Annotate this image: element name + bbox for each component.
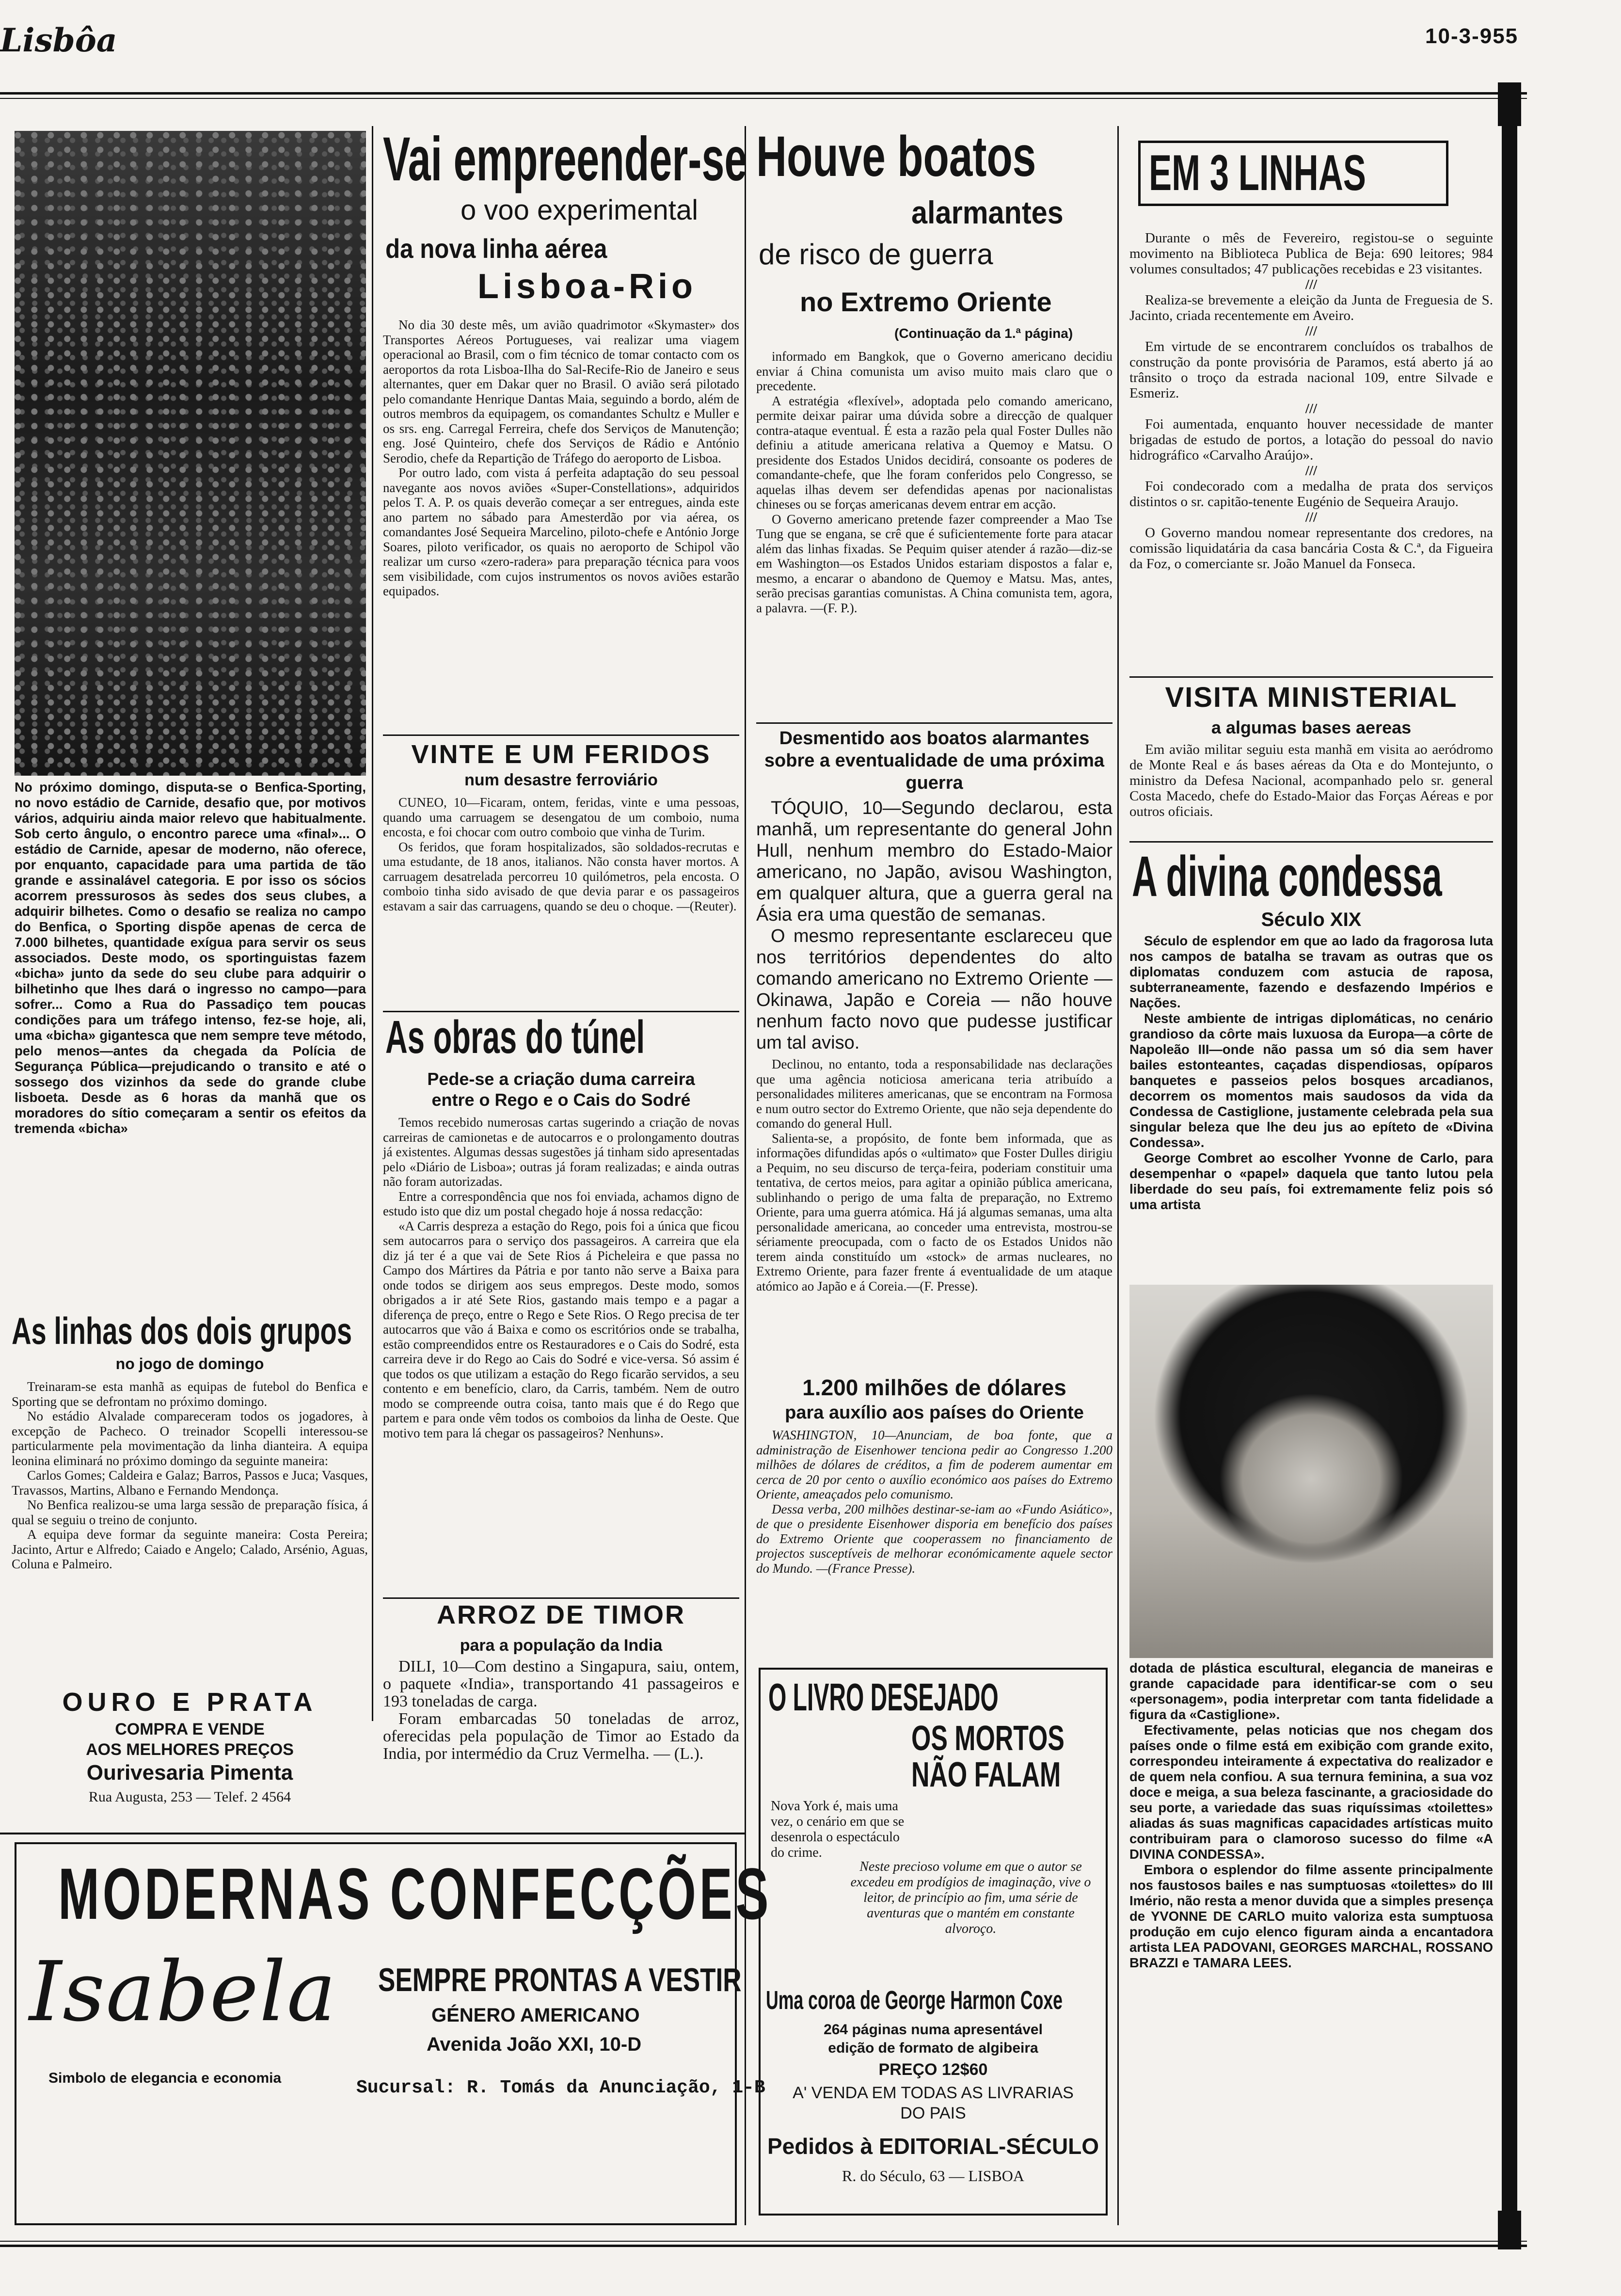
livro-line3: A' VENDA EM TODAS AS LIVRARIAS	[793, 2084, 1074, 2102]
ad-line4: Sucursal: R. Tomás da Anunciação, 1-B	[356, 2077, 765, 2098]
bottom-rule	[0, 2245, 1527, 2247]
livro-line2: edição de formato de algibeira	[828, 2040, 1038, 2056]
voo-sub3: Lisboa-Rio	[477, 267, 697, 306]
condessa-subhead: Século XIX	[1261, 909, 1362, 930]
grupos-headline: As linhas dos dois grupos	[12, 1309, 352, 1352]
desmentido-headline: Desmentido aos boatos alarmantes sobre a eventualidade de uma próxima guerra	[764, 728, 1105, 793]
right-border-bottom	[1498, 2211, 1521, 2249]
tunel-headline: As obras do túnel	[385, 1011, 645, 1063]
timor-subhead: para a população da India	[460, 1636, 663, 1655]
boatos-headline: Houve boatos	[756, 125, 1036, 189]
boatos-sub1: alarmantes	[911, 194, 1064, 230]
ad-line3: Avenida João XXI, 10-D	[427, 2034, 642, 2055]
timor-headline: ARROZ DE TIMOR	[437, 1600, 685, 1629]
boatos-continuation: (Continuação da 1.ª página)	[894, 326, 1073, 341]
ad-tagline: Simbolo de elegancia e economia	[48, 2070, 282, 2086]
section-divider	[383, 734, 739, 736]
top-rule	[0, 92, 1527, 95]
livro-title3: NÃO FALAM	[911, 1755, 1061, 1794]
photo-caption: No próximo domingo, disputa-se o Benfica-Sporting, no novo estádio de Carnide, desafio que, por motivos vários, adquiriu ainda maior relevo que habitualmente. Sob certo ângulo, o encontro parece uma «final»... O estádio de Carnide, apesar de moderno, não oferece, por enquanto, capacidade para uma partida de tão grande e assinalável categoria. E por isso os sócios acorrem pressurosos às sedes dos seus clubes, a adquirir bilhetes. Como o desafio se realiza no campo do Benfica, o Sporting dispõe apenas de cerca de 7.000 bilhetes, quantidade exígua para servir os seus associados. Deste modo, os sportinguistas fazem «bicha» junto da sede do seu clube para adquirir o bilhetinho que lhes dará o ingresso no campo—para sofrer... Como a Rua do Passadiço tem poucas condições para um tráfego intenso, fez-se hoje, ali, uma «bicha» gigantesca que nem sempre teve método, pelo menos—antes da chegada da Polícia de Segurança Pública—prejudicando o transito e até o sossego dos vizinhos da sede do grande clube lisboeta. Desde as 6 horas da manhã que os moradores do sítio começaram a sentir os efeitos da tremenda «bicha»	[15, 780, 366, 1136]
dolares-body: WASHINGTON, 10—Anunciam, de boa fonte, que a administração de Eisenhower tenciona pedir ao Congresso 1.200 milhões de dólares de créditos, a fim de poderem aumentar em cerca de 20 por cento o auxílio económico aos países do Extremo Oriente, ameaçados pelo comunismo. Dessa verba, 200 milhões destinar-se-iam ao «Fundo Asiático», de que o presidente Eisenhower disporia em benefício dos países do Extremo Oriente que cooperassem no financiamento de projectos susceptíveis de melhorar económicamente aquele sector do Mundo. —(France Presse).	[756, 1428, 1112, 1576]
masthead-date: 10-3-955	[1425, 24, 1519, 48]
section-divider	[756, 722, 1112, 724]
section-divider	[1129, 841, 1493, 843]
ouro-title: OURO E PRATA	[62, 1688, 318, 1717]
condessa-body-continued: dotada de plástica escultural, elegancia de maneiras e grande capacidade para identificar-se com o seu «personagem», podia interpretar com tanta fidelidade a figura da «Castiglione». Efectivamente, pelas noticias que nos chegam dos países onde o filme está em exibição com grande exito, correspondeu inteiramente á expectativa do realizador e de quem nela confiou. A sua ternura feminina, a sua voz doce e meiga, a sua beleza fascinante, a graciosidade do seu porte, a variedade das suas riquíssimas «toilettes» aliadas ás suas magnificas capacidades artísticas muito contribuiram para o clamoroso sucesso do filme «A DIVINA CONDESSA». Embora o esplendor do filme assente principalmente nos faustosos bailes e nas sumptuosas «toilettes» do III Imério, não resta a menor duvida que a simples presença de YVONNE DE CARLO muito valoriza esta sumptuosa produção em cujo elenco figuram ainda a encantadora artista LEA PADOVANI, GEORGES MARCHAL, ROSSANO BRAZZI e TAMARA LEES.	[1129, 1660, 1493, 1970]
livro-text2: Neste precioso volume em que o autor se excedeu em prodígios de imaginação, vive o leitor, de princípio ao fim, uma série de aventuras que o mantém em constante alvoroço.	[850, 1859, 1091, 1936]
ad-line2: GÉNERO AMERICANO	[431, 2005, 640, 2026]
livro-title2: OS MORTOS	[911, 1719, 1065, 1758]
boatos-sub2: de risco de guerra	[759, 238, 993, 271]
voo-headline: Vai empreender-se	[383, 125, 747, 194]
timor-body: DILI, 10—Com destino a Singapura, saiu, ontem, o paquete «India», transportando 41 passageiros e 193 toneladas de carga. Foram embarcadas 50 toneladas de arroz, oferecidas pela população de Timor ao Estado da India, por intermédio da Cruz Vermelha. — (L.).	[383, 1658, 739, 1763]
desmentido-lead: TÓQUIO, 10—Segundo declarou, esta manhã, um representante do general John Hull, nenhum membro do Estado-Maior americano, no Japão, avisou Washington, em qualquer altura, que a guerra geral na Ásia era uma questão de semanas. O mesmo representante esclareceu que nos territórios dependentes do alto comando americano no Extremo Oriente — Okinawa, Japão e Coreia — não houve nenhum facto novo que pudesse justificar um tal aviso.	[756, 798, 1112, 1053]
column-divider	[1117, 126, 1119, 2225]
grupos-subhead: no jogo de domingo	[115, 1355, 264, 1372]
tunel-sub1: Pede-se a criação duma carreira	[427, 1069, 695, 1089]
livro-line1: 264 páginas numa apresentável	[824, 2022, 1043, 2038]
feridos-headline: VINTE E UM FERIDOS	[411, 740, 711, 769]
boatos-sub3: no Extremo Oriente	[800, 287, 1052, 317]
livro-orders: Pedidos à EDITORIAL-SÉCULO	[767, 2134, 1099, 2159]
ouro-line2: AOS MELHORES PREÇOS	[86, 1740, 294, 1759]
ouro-line1: COMPRA E VENDE	[115, 1720, 265, 1738]
voo-body: No dia 30 deste mês, um avião quadrimotor «Skymaster» dos Transportes Aéreos Portugueses, vai realizar uma viagem operacional ao Brasil, com o fim técnico de tomar contacto com os aeroportos da rota Lisboa-Ilha do Sal-Recife-Rio de Janeiro e seus alternantes, quer em Dakar quer no Brasil. O avião será pilotado pelo comandante Henrique Dantas Maia, seguindo a bordo, além de outros membros da equipagem, os comandantes Schultz e Muller e os srs. eng. Carregal Ferreira, chefe dos Serviços de Manutenção; eng. José Quinteiro, chefe dos Serviços de Rádio e António Serodio, chefe da Repartição de Tráfego do aeroporto de Lisboa. Por outro lado, com vista á perfeita adaptação do seu pessoal navegante aos novos aviões «Super-Constellations», adquiridos pelos T. A. P. os quais deverão começar a ser entregues, ainda este ano partem no sábado para Amesterdão por via aérea, os comandantes José Sequeira Marcelino, piloto-chefe e António Jorge Soares, piloto verificador, os quais no aeroporto de Schipol vão realizar um curso «zero-radera» para preparação técnica para voos sem visibilidade, com cujos instrumentos os novos aviões estarão equipados.	[383, 318, 739, 598]
ouro-line4: Rua Augusta, 253 — Telef. 2 4564	[88, 1789, 291, 1805]
voo-sub1: o voo experimental	[461, 194, 699, 226]
livro-line4: DO PAIS	[900, 2104, 966, 2122]
dolares-subhead: para auxílio aos países do Oriente	[785, 1403, 1084, 1423]
actress-portrait-photo	[1129, 1285, 1493, 1658]
right-border-bar	[1502, 92, 1517, 2245]
condessa-body: Século de esplendor em que ao lado da fragorosa luta nos campos de batalha se travam as outras que os diplomatas conduzem com astucia de raposa, subterraneamente, fazendo e desfazendo Impérios e Nações. Neste ambiente de intrigas diplomáticas, no cenário grandioso da côrte mais luxuosa da Europa—a côrte de Napoleão III—onde não passa um só dia sem haver bailes estonteantes, caçadas dispendiosas, opíparos banquetes e passeios pelos bosques arcadianos, decorrem os momentos mais saudosos da vida da Condessa de Castiglione, justamente celebrada pela sua singular beleza que lhe deu jus ao epíteto de «Divina Condessa». George Combret ao escolher Yvonne de Carlo, para desempenhar o «papel» daquela que tanto lutou pela liberdade do seu país, foi extremamente feliz pois só uma artista	[1129, 933, 1493, 1212]
section-divider	[383, 1597, 739, 1599]
top-rule-thin	[0, 98, 1527, 99]
em3-list: Durante o mês de Fevereiro, registou-se o seguinte movimento na Biblioteca Publica de Beja: 690 leitores; 984 volumes consultados; 47 publicações recebidas e 23 visitantes. /// Realiza-se brevemente a eleição da Junta de Freguesia de S. Jacinto, criada recentemente em Aveiro. /// Em virtude de se encontrarem concluídos os trabalhos de construção da ponte provisória de Paramos, está aberto já ao trânsito o troço da estrada nacional 109, entre Silvade e Esmeriz. /// Foi aumentada, enquanto houver necessidade de manter brigadas de estudo de portos, a lotação do pessoal do navio hidrográfico «Carvalho Araújo». /// Foi condecorado com a medalha de prata dos serviços distintos o sr. capitão-tenente Eugénio de Sequeira Araujo. /// O Governo mandou nomear representante dos credores, na comissão liquidatária da casa bancária Costa & C.ª, da Figueira da Foz, o comerciante sr. João Manuel da Fonseca.	[1129, 230, 1493, 572]
isabela-logo: Isabela	[29, 1944, 337, 2040]
livro-title1: O LIVRO DESEJADO	[768, 1675, 999, 1719]
masthead-title: Lisbôa	[0, 21, 117, 59]
boatos-body: informado em Bangkok, que o Governo americano decidiu enviar á China comunista um aviso muito mais claro que o precedente. A estratégia «flexível», adoptada pelo comando americano, permite deixar pairar uma dúvida sobre a direcção de qualquer contra-ataque eventual. É esta a razão pela qual Foster Dulles não definiu a atitude americana relativa a Quemoy e Matsu. O presidente dos Estados Unidos decidirá, consoante os poderes de comandante-chefe, que lhe foram conferidos pelo Congresso, se aquelas ilhas devem ser defendidas apenas por nacionalistas chineses ou se forças americanas devem entrar em acção. O Governo americano pretende fazer compreender a Mao Tse Tung que se engana, se crê que é suficientemente forte para atacar além das linhas fixadas. Se Pequim quiser atender á razão—diz-se em Washington—os Estados Unidos estariam dispostos a falar e, mesmo, a encarar o abandono de Quemoy e Matsu. Mas, antes, serão precisas garantias comunistas. A China comunista tem, agora, a palavra. —(F. P.).	[756, 349, 1112, 615]
visita-body: Em avião militar seguiu esta manhã em visita ao aeródromo de Monte Real e ás bases aéreas da Ota e do Montejunto, o ministro da Defesa Nacional, acompanhado pelo sr. general Costa Macedo, chefe do Estado-Maior das Forças Aéreas e por outros oficiais.	[1129, 742, 1493, 819]
ad-line1: SEMPRE PRONTAS A VESTIR	[378, 1961, 742, 1998]
feridos-subhead: num desastre ferroviário	[464, 771, 658, 789]
visita-headline: VISITA MINISTERIAL	[1165, 682, 1458, 713]
grupos-body: Treinaram-se esta manhã as equipas de futebol do Benfica e Sporting que se defrontam no próximo domingo. No estádio Alvalade compareceram todos os jogadores, à excepção de Pacheco. O treinador Scopelli interessou-se particularmente pela movimentação da linha dianteira. A equipa leonina eliminará no próximo domingo da seguinte maneira: Carlos Gomes; Caldeira e Galaz; Barros, Passos e Juca; Vasques, Travassos, Martins, Albano e Fernando Mendonça. No Benfica realizou-se uma larga sessão de preparação física, á qual se seguiu o treino de conjunto. A equipa deve formar da seguinte maneira: Costa Pereira; Jacinto, Artur e Alfredo; Caiado e Angelo; Calado, Arsénio, Aguas, Coluna e Palmeiro.	[12, 1379, 368, 1571]
dolares-headline: 1.200 milhões de dólares	[802, 1375, 1066, 1400]
tunel-body: Temos recebido numerosas cartas sugerindo a criação de novas carreiras de camionetas e de autocarros e o prolongamento doutras já existentes. Algumas dessas sugestões já tinham sido apresentadas pelo «Diário de Lisboa»; outras já foram realizadas; e ainda outras não foram autorizadas. Entre a correspondência que nos foi enviada, achamos digno de estudo isto que diz um postal chegado hoje á nossa redacção: «A Carris despreza a estação do Rego, pois foi a única que ficou sem autocarros para o serviço dos passageiros. A carreira que ela diz já ter é a que vai de Sete Rios á Picheleira e que passa no Campo dos Mártires da Pátria e por tanto não serve a Baixa para onde todos se dirigem aos seus empregos. Deste modo, somos obrigados a ir até Sete Rios, gastando mais tempo e a pagar a diferença de preço, entre o Rego e Sete Rios. O Rego precisa de ter autocarros que vão á Baixa e como os escritórios onde se trabalha, estão compreendidos entre os Restauradores e o Cais do Sodré, esta carreira deve ir do Rego ao Cais do Sodré e vice-versa. Só assim é que todos os que utilizam a estação do Rego ficarão servidos, a seu contento e em benefício, claro, da Carris, também. Nem de outro modo se compreende outra coisa, tanto mais que é do Rego que partem e para onde vêm todos os comboios da linha de Oeste. Que motivo tem para lá chegar os passageiros? Nenhuns».	[383, 1115, 739, 1440]
livro-address: R. do Século, 63 — LISBOA	[842, 2167, 1024, 2184]
right-border-top	[1498, 82, 1521, 126]
ad-title: MODERNAS CONFECÇÕES	[58, 1853, 772, 1934]
section-divider	[1129, 676, 1493, 678]
condessa-headline: A divina condessa	[1132, 845, 1442, 909]
ouro-line3: Ourivesaria Pimenta	[86, 1761, 293, 1785]
column-divider	[372, 126, 373, 1721]
bottom-rule-thin	[0, 2241, 1527, 2242]
desmentido-body: Declinou, no entanto, toda a responsabilidade nas declarações que uma agência noticiosa americana teria atribuído a personalidades militeres americanas, que se encontram na Formosa e num outro sector do Extremo Oriente, que não seja dependente do comando do general Hull. Salienta-se, a propósito, de fonte bem informada, que as informações difundidas após o «ultimato» que Foster Dulles dirigiu a Pequim, no seu discurso de terça-feira, poderiam constituir uma tentativa, de certos meios, para agitar a opinião pública americana, sublinhando o perigo de uma falta de preparação, no Extremo Oriente, para uma guerra atómica. Há já algumas semanas, uma alta personalidade americana, ao conceder uma entrevista, mostrou-se sériamente preocupada, com o facto de os Estados Unidos não terem ainda constituído um «stock» de armas nucleares, no Extremo Oriente, para fazer frente á eventualidade de um ataque atómico ao Japão e á Coreia.—(F. Presse).	[756, 1057, 1112, 1293]
crowd-photo	[15, 131, 366, 776]
feridos-body: CUNEO, 10—Ficaram, ontem, feridas, vinte e uma pessoas, quando uma carruagem se desengatou de um comboio, numa encosta, e foi chocar com outro comboio que vinha de Turim. Os feridos, que foram hospitalizados, são soldados-recrutas e uma estudante, de 18 anos, italianos. Não consta haver mortos. A carruagem desatrelada percorreu 10 quilómetros, pela encosta. O comboio tinha sido avisado de que devia parar e os passageiros estavam a sair das carruagens, quando se deu o choque. —(Reuter).	[383, 795, 739, 913]
livro-text1: Nova York é, mais uma vez, o cenário em que se desenrola o espectáculo do crime.	[771, 1799, 905, 1860]
livro-price: PREÇO 12$60	[878, 2060, 988, 2079]
voo-sub2: da nova linha aérea	[385, 233, 607, 264]
livro-author: Uma coroa de George Harmon Coxe	[766, 1986, 1063, 2015]
tunel-sub2: entre o Rego e o Cais do Sodré	[431, 1090, 691, 1110]
ad-top-rule	[0, 1833, 745, 1834]
em3-title: EM 3 LINHAS	[1149, 145, 1366, 201]
visita-subhead: a algumas bases aereas	[1211, 718, 1412, 737]
